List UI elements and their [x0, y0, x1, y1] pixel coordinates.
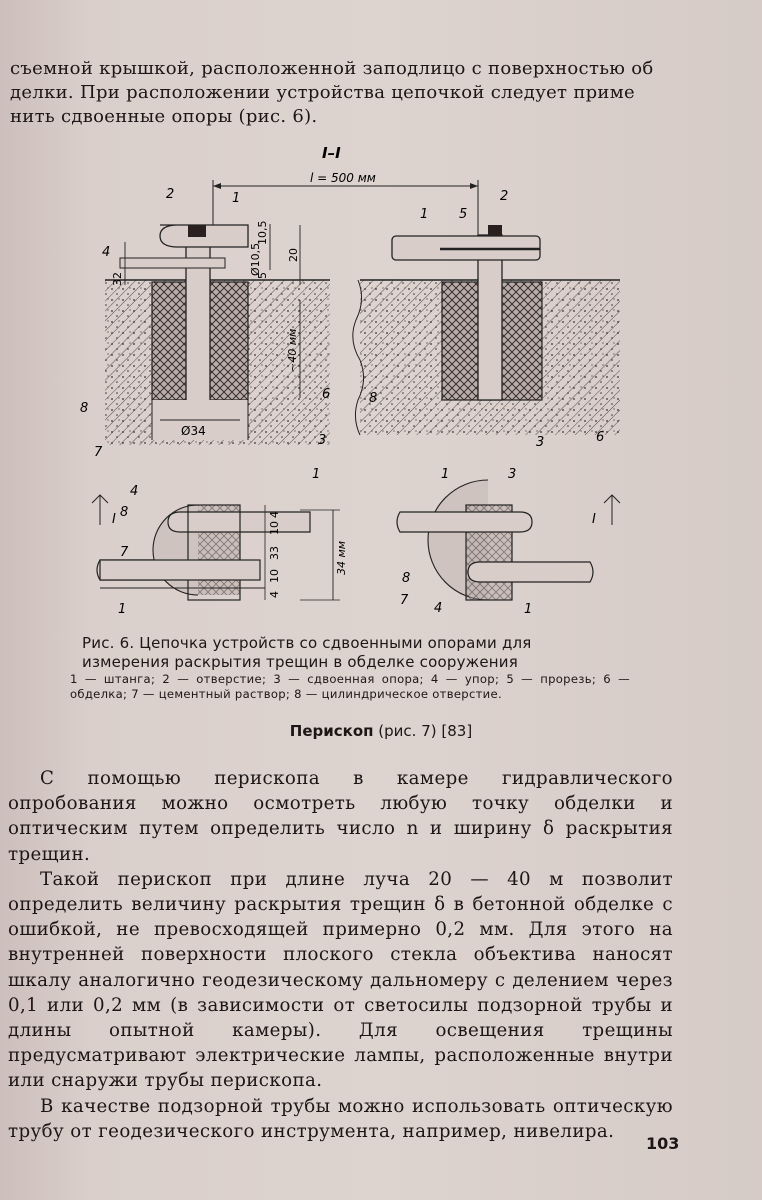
- callout-3-right: 3: [536, 435, 545, 450]
- dim-4-bottom: 4: [268, 591, 281, 598]
- dim-5: 5: [256, 272, 269, 279]
- paragraph-2: Такой перископ при длине луча 20 — 40 м позволит определить величину раскрытия трещин δ в бетонной обделке с ошибкой, не превосходящей примерно 0,2 мм. Для этого на внутренней поверхности плоского стекла объектива наносят шкалу аналогично геодезическому дальномеру с делением через 0,1 или 0,2 мм (в зависимости от светосилы подзорной трубы и длины опытной камеры). Для освещения трещины предусматривают электрические лампы, расположенные внутри или снаружи трубы перископа.: [8, 868, 673, 1092]
- dim-34: 34 мм: [335, 540, 348, 575]
- callout-4-plan-left: 4: [130, 484, 139, 499]
- dim-33: 33: [268, 546, 281, 560]
- figure-caption-title: Рис. 6. Цепочка устройств со сдвоенными опорами для измерения раскрытия трещин в обделке сооружения: [82, 634, 532, 671]
- callout-4-left: 4: [102, 245, 111, 260]
- dim-10-bottom: 10: [268, 569, 281, 583]
- callout-7-left: 7: [94, 445, 103, 460]
- section-heading-ref: (рис. 7): [378, 722, 437, 740]
- callout-1-right: 1: [420, 207, 429, 222]
- dim-diam-10-5: Ø10,5: [249, 242, 262, 276]
- callout-1-plan-left-top: 1: [312, 467, 321, 482]
- dim-40: ~40 мм: [286, 328, 299, 372]
- page-number: 103: [646, 1134, 680, 1153]
- callout-8-right: 8: [369, 391, 378, 406]
- callout-2-right: 2: [500, 189, 509, 204]
- top-paragraph-line-1: съемной крышкой, расположенной заподлицо с поверхностью об: [10, 58, 654, 79]
- callout-1-plan-left-bottom: 1: [118, 602, 127, 617]
- callout-2-left: 2: [166, 187, 175, 202]
- section-mark-left: I: [112, 512, 116, 527]
- callout-6-right: 6: [596, 430, 605, 445]
- section-mark-right: I: [592, 512, 596, 527]
- callout-7-plan-right: 7: [400, 593, 409, 608]
- figure-caption-legend: 1 — штанга; 2 — отверстие; 3 — сдвоенная опора; 4 — упор; 5 — прорезь; 6 — обделка; 7 — цементный раствор; 8 — цилиндрическое отверстие.: [70, 672, 630, 701]
- dim-4-top: 4: [268, 511, 281, 518]
- section-heading: [0, 722, 762, 740]
- callout-1-plan-right-top: 1: [441, 467, 450, 482]
- paragraph-3: В качестве подзорной трубы можно использовать оптическую трубу от геодезического инструмента, например, нивелира.: [8, 1095, 673, 1142]
- top-paragraph-line-3: нить сдвоенные опоры (рис. 6).: [10, 106, 318, 127]
- distance-label: l = 500 мм: [310, 171, 376, 185]
- top-paragraph-line-2: делки. При расположении устройства цепочкой следует приме: [10, 82, 635, 103]
- callout-3-left: 3: [318, 433, 327, 448]
- callout-7-plan-left: 7: [120, 545, 129, 560]
- section-heading-cite: [83]: [441, 722, 473, 740]
- callout-4-plan-right: 4: [434, 601, 443, 616]
- dim-10-5: 10,5: [256, 220, 269, 245]
- section-heading-title: Перископ: [289, 722, 374, 740]
- callout-6-left: 6: [322, 387, 331, 402]
- callout-1-left: 1: [232, 191, 241, 206]
- callout-8-plan-left: 8: [120, 505, 129, 520]
- callout-8-left: 8: [80, 401, 89, 416]
- dim-20: 20: [287, 248, 300, 262]
- dim-diam-34: Ø34: [181, 424, 206, 438]
- body-text: [8, 766, 673, 1144]
- paragraph-1: С помощью перископа в камере гидравлического опробования можно осмотреть любую точку обделки и оптическим путем определить число n и ширину δ раскрытия трещин.: [8, 768, 673, 865]
- callout-3-plan-right: 3: [508, 467, 517, 482]
- callout-1-plan-right-bottom: 1: [524, 602, 533, 617]
- callout-8-plan-right: 8: [402, 571, 411, 586]
- dim-32: 32: [111, 272, 124, 286]
- dim-10-top: 10: [268, 521, 281, 535]
- section-label: I–I: [322, 144, 341, 162]
- callout-5-right: 5: [459, 207, 468, 222]
